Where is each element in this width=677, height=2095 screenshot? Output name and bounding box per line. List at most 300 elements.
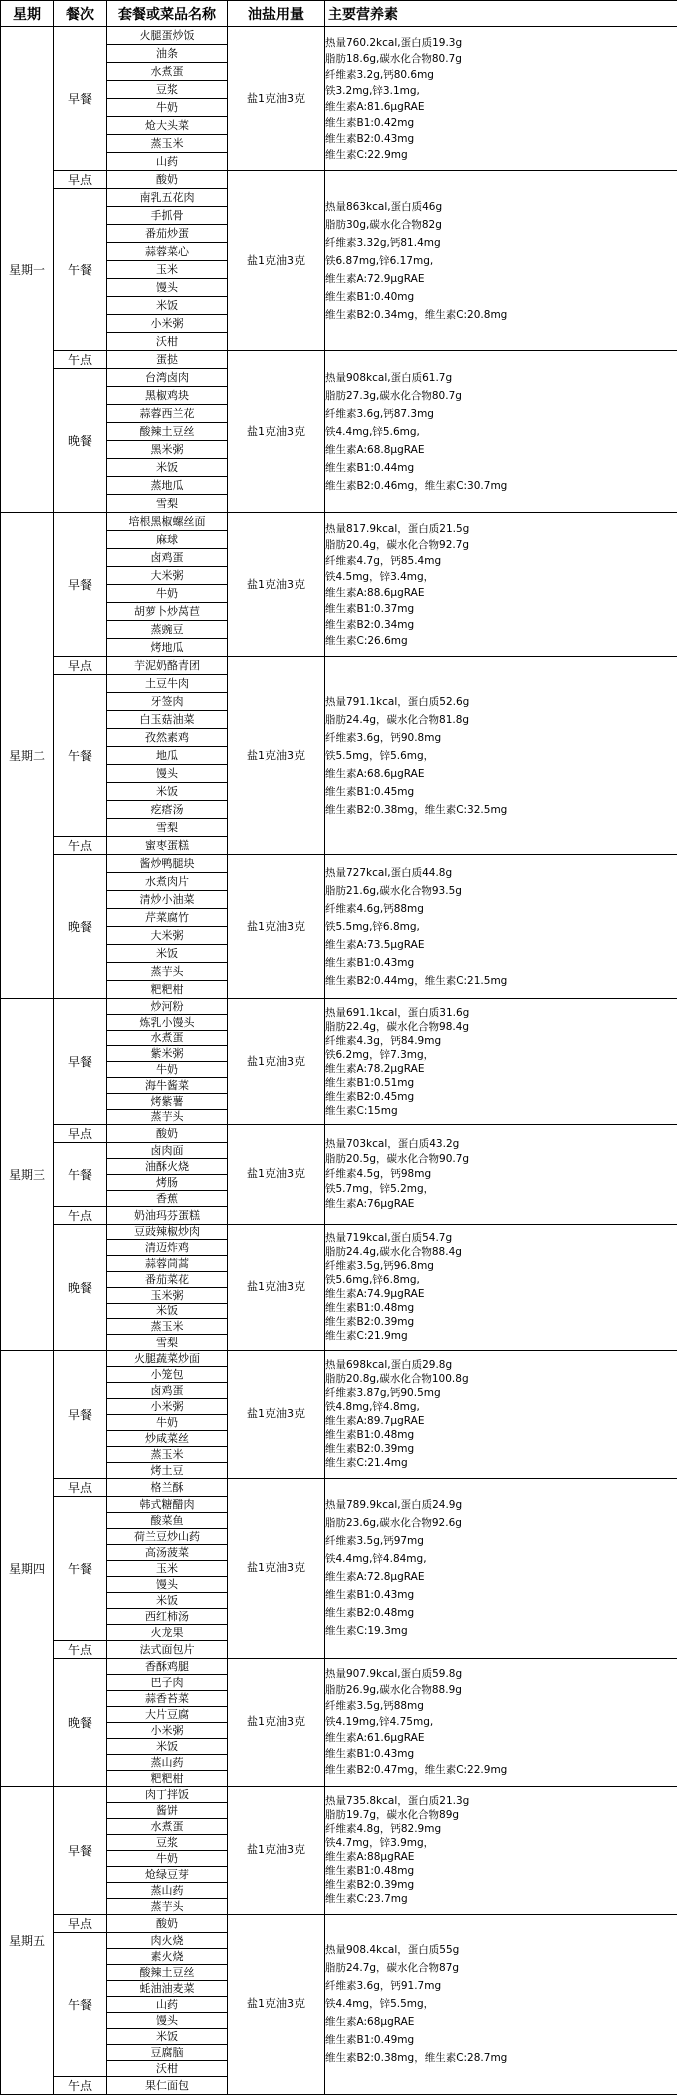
nutrient-line: 脂肪20.4g，碳水化合物92.7g [325, 537, 677, 553]
nutrient-line: 铁6.87mg,锌6.17mg, [325, 252, 677, 270]
meal-cell: 午点 [54, 1640, 107, 1658]
dish-cell: 火腿蔬菜炒面 [107, 1350, 228, 1366]
salt-amount: 盐1克 [247, 92, 276, 105]
oil-amount: 油3克 [276, 749, 305, 762]
dish-cell: 水煮蛋 [107, 1818, 228, 1834]
nutrient-line: 维生素B2:0.46mg，维生素C:30.7mg [325, 477, 677, 495]
meal-cell: 午点 [54, 2076, 107, 2094]
nutrient-line: 维生素C:21.9mg [325, 1329, 677, 1343]
nutrient-cell [325, 855, 677, 999]
nutrient-line: 纤维素3.87g,钙90.5mg [325, 1386, 677, 1400]
dish-cell: 卤鸡蛋 [107, 1382, 228, 1398]
oil-amount: 油3克 [276, 425, 305, 438]
nutrient-line: 铁4.8mg,锌4.8mg, [325, 1400, 677, 1414]
oil-salt-cell [228, 171, 325, 351]
table-row [1, 1914, 677, 1932]
nutrient-line: 铁4.5mg，锌3.4mg， [325, 569, 677, 585]
dish-cell: 法式面包片 [107, 1640, 228, 1658]
nutrient-line: 纤维素4.3g，钙84.9mg [325, 1034, 677, 1048]
nutrient-line: 纤维素3.6g,钙87.3mg [325, 405, 677, 423]
dish-cell: 馒头 [107, 2012, 228, 2028]
nutrient-line: 维生素A:68.6μgRAE [325, 765, 677, 783]
dish-cell: 火龙果 [107, 1624, 228, 1640]
nutrient-line: 铁6.2mg，锌7.3mg， [325, 1048, 677, 1062]
nutrient-line: 脂肪24.4g，碳水化合物81.8g [325, 711, 677, 729]
nutrient-line: 铁5.7mg，锌5.2mg， [325, 1182, 677, 1197]
dish-cell: 海牛酱菜 [107, 1077, 228, 1093]
oil-amount: 油3克 [276, 1715, 305, 1728]
salt-amount: 盐1克 [247, 1407, 276, 1420]
dish-cell: 香蕉 [107, 1190, 228, 1206]
salt-amount: 盐1克 [247, 425, 276, 438]
nutrient-line: 维生素A:88.6μgRAE [325, 585, 677, 601]
oil-amount: 油3克 [276, 254, 305, 267]
dish-cell: 蒸山药 [107, 1882, 228, 1898]
nutrient-line: 维生素B1:0.48mg [325, 1428, 677, 1442]
nutrient-line: 铁4.19mg,锌4.75mg, [325, 1714, 677, 1730]
meal-cell: 晚餐 [54, 1658, 107, 1786]
nutrient-line: 热量719kcal,蛋白质54.7g [325, 1231, 677, 1245]
nutrient-line: 维生素B1:0.45mg [325, 783, 677, 801]
dish-cell: 炝大头菜 [107, 117, 228, 135]
dish-cell: 土豆牛肉 [107, 675, 228, 693]
dish-cell: 米饭 [107, 1592, 228, 1608]
nutrient-line: 纤维素4.7g，钙85.4mg [325, 553, 677, 569]
meal-cell: 午餐 [54, 675, 107, 837]
oil-salt-cell [228, 1350, 325, 1478]
nutrient-line: 热量908kcal,蛋白质61.7g [325, 369, 677, 387]
salt-amount: 盐1克 [247, 1715, 276, 1728]
nutrient-line: 纤维素3.2g,钙80.6mg [325, 67, 677, 83]
dish-cell: 雪梨 [107, 1335, 228, 1351]
table-row [1, 657, 677, 675]
oil-salt-cell [228, 1914, 325, 2094]
nutrient-line: 维生素B2:0.34mg，维生素C:20.8mg [325, 306, 677, 324]
salt-amount: 盐1克 [247, 254, 276, 267]
dish-cell: 酸奶 [107, 171, 228, 189]
dish-cell: 地瓜 [107, 747, 228, 765]
meal-cell: 早点 [54, 1125, 107, 1143]
nutrient-line: 维生素C:21.4mg [325, 1456, 677, 1470]
dish-cell: 水煮肉片 [107, 873, 228, 891]
table-row [1, 351, 677, 369]
nutrient-line: 脂肪22.4g，碳水化合物98.4g [325, 1020, 677, 1034]
dish-cell: 蒜香苔菜 [107, 1690, 228, 1706]
dish-cell: 大米粥 [107, 927, 228, 945]
dish-cell: 大米粥 [107, 567, 228, 585]
oil-salt-cell [228, 1786, 325, 1914]
nutrient-cell [325, 351, 677, 513]
dish-cell: 格兰酥 [107, 1478, 228, 1496]
dish-cell: 小米粥 [107, 1398, 228, 1414]
oil-salt-cell [228, 1478, 325, 1658]
dish-cell: 蒸山药 [107, 1754, 228, 1770]
oil-amount: 油3克 [276, 1280, 305, 1293]
table-row [1, 1478, 677, 1496]
nutrient-line: 维生素B1:0.40mg [325, 288, 677, 306]
meal-cell: 午点 [54, 351, 107, 369]
dish-cell: 沃柑 [107, 2060, 228, 2076]
nutrient-line: 脂肪24.7g，碳水化合物87g [325, 1959, 677, 1977]
meal-cell: 晚餐 [54, 369, 107, 513]
nutrient-cell [325, 657, 677, 855]
nutrient-cell [325, 171, 677, 351]
salt-amount: 盐1克 [247, 1055, 276, 1068]
nutrient-line: 脂肪24.4g,碳水化合物88.4g [325, 1245, 677, 1259]
dish-cell: 米饭 [107, 1303, 228, 1319]
dish-cell: 清炒小油菜 [107, 891, 228, 909]
day-cell: 星期一 [1, 27, 54, 513]
table-row [1, 27, 677, 45]
dish-cell: 豆浆 [107, 81, 228, 99]
nutrient-line: 维生素B2:0.43mg [325, 131, 677, 147]
nutrient-line: 热量760.2kcal,蛋白质19.3g [325, 35, 677, 51]
oil-amount: 油3克 [276, 920, 305, 933]
meal-cell: 午点 [54, 1206, 107, 1224]
header-nutrients: 主要营养素 [325, 1, 677, 27]
nutrient-cell [325, 1914, 677, 2094]
dish-cell: 蚝油油麦菜 [107, 1980, 228, 1996]
dish-cell: 牛奶 [107, 1062, 228, 1078]
meal-cell: 午餐 [54, 189, 107, 351]
oil-amount: 油3克 [276, 1843, 305, 1856]
dish-cell: 小米粥 [107, 1722, 228, 1738]
nutrient-line: 纤维素3.32g,钙81.4mg [325, 234, 677, 252]
dish-cell: 油酥火烧 [107, 1159, 228, 1175]
dish-cell: 牙签肉 [107, 693, 228, 711]
dish-cell: 卤肉面 [107, 1143, 228, 1159]
nutrient-line: 纤维素3.5g,钙97mg [325, 1532, 677, 1550]
oil-salt-cell [228, 1125, 325, 1224]
nutrient-line: 热量817.9kcal，蛋白质21.5g [325, 521, 677, 537]
dish-cell: 孜然素鸡 [107, 729, 228, 747]
day-cell: 星期三 [1, 999, 54, 1351]
meal-cell: 早餐 [54, 1350, 107, 1478]
dish-cell: 番茄菜花 [107, 1271, 228, 1287]
dish-cell: 烤紫薯 [107, 1093, 228, 1109]
oil-salt-cell [228, 351, 325, 513]
dish-cell: 炒咸菜丝 [107, 1430, 228, 1446]
nutrient-line: 脂肪18.6g,碳水化合物80.7g [325, 51, 677, 67]
nutrient-line: 铁5.5mg,锌6.8mg, [325, 918, 677, 936]
header-row [1, 1, 677, 27]
dish-cell: 素火烧 [107, 1948, 228, 1964]
nutrient-line: 纤维素3.5g,钙88mg [325, 1698, 677, 1714]
dish-cell: 果仁面包 [107, 2076, 228, 2094]
meal-cell: 午餐 [54, 1932, 107, 2076]
nutrient-line: 维生素A:88μgRAE [325, 1850, 677, 1864]
oil-salt-cell [228, 513, 325, 657]
nutrient-line: 维生素B2:0.34mg [325, 617, 677, 633]
dish-cell: 蒸芋头 [107, 1898, 228, 1914]
nutrient-line: 脂肪20.5g，碳水化合物90.7g [325, 1152, 677, 1167]
dish-cell: 沃柑 [107, 333, 228, 351]
dish-cell: 酸辣土豆丝 [107, 423, 228, 441]
day-cell: 星期四 [1, 1350, 54, 1786]
meal-cell: 午餐 [54, 1496, 107, 1640]
nutrient-line: 维生素A:68.8μgRAE [325, 441, 677, 459]
salt-amount: 盐1克 [247, 1167, 276, 1180]
dish-cell: 卤鸡蛋 [107, 549, 228, 567]
dish-cell: 山药 [107, 153, 228, 171]
meal-cell: 晚餐 [54, 1224, 107, 1350]
nutrient-line: 维生素A:72.8μgRAE [325, 1568, 677, 1586]
nutrient-cell [325, 513, 677, 657]
table-row [1, 999, 677, 1015]
dish-cell: 疙瘩汤 [107, 801, 228, 819]
menu-body [1, 27, 677, 2095]
header-dish: 套餐或菜品名称 [107, 1, 228, 27]
dish-cell: 豆浆 [107, 1834, 228, 1850]
nutrient-line: 维生素B2:0.45mg [325, 1090, 677, 1104]
dish-cell: 蒜蓉西兰花 [107, 405, 228, 423]
dish-cell: 蒸玉米 [107, 135, 228, 153]
dish-cell: 烤肠 [107, 1174, 228, 1190]
nutrient-cell [325, 27, 677, 171]
dish-cell: 紫米粥 [107, 1046, 228, 1062]
nutrient-line: 脂肪19.7g，碳水化合物89g [325, 1808, 677, 1822]
nutrient-line: 维生素C:15mg [325, 1104, 677, 1118]
meal-cell: 早点 [54, 657, 107, 675]
dish-cell: 馒头 [107, 279, 228, 297]
meal-cell: 晚餐 [54, 855, 107, 999]
dish-cell: 米饭 [107, 297, 228, 315]
dish-cell: 雪梨 [107, 495, 228, 513]
nutrient-line: 热量907.9kcal,蛋白质59.8g [325, 1666, 677, 1682]
oil-amount: 油3克 [276, 1167, 305, 1180]
header-oil-salt: 油盐用量 [228, 1, 325, 27]
salt-amount: 盐1克 [247, 749, 276, 762]
nutrient-line: 纤维素4.6g,钙88mg [325, 900, 677, 918]
dish-cell: 油条 [107, 45, 228, 63]
dish-cell: 炝绿豆芽 [107, 1866, 228, 1882]
dish-cell: 酸菜鱼 [107, 1512, 228, 1528]
dish-cell: 炒河粉 [107, 999, 228, 1015]
dish-cell: 米饭 [107, 945, 228, 963]
nutrient-line: 维生素A:61.6μgRAE [325, 1730, 677, 1746]
dish-cell: 牛奶 [107, 1414, 228, 1430]
meal-cell: 早餐 [54, 999, 107, 1125]
dish-cell: 香酥鸡腿 [107, 1658, 228, 1674]
dish-cell: 酸辣土豆丝 [107, 1964, 228, 1980]
salt-amount: 盐1克 [247, 1280, 276, 1293]
meal-cell: 早点 [54, 1478, 107, 1496]
nutrient-line: 维生素A:74.9μgRAE [325, 1287, 677, 1301]
table-row [1, 171, 677, 189]
meal-cell: 早餐 [54, 513, 107, 657]
dish-cell: 大片豆腐 [107, 1706, 228, 1722]
meal-cell: 早餐 [54, 1786, 107, 1914]
dish-cell: 雪梨 [107, 819, 228, 837]
dish-cell: 黑米粥 [107, 441, 228, 459]
nutrient-cell [325, 1350, 677, 1478]
dish-cell: 酱饼 [107, 1802, 228, 1818]
dish-cell: 白玉菇油菜 [107, 711, 228, 729]
dish-cell: 黑椒鸡块 [107, 387, 228, 405]
dish-cell: 蛋挞 [107, 351, 228, 369]
nutrient-line: 维生素A:72.9μgRAE [325, 270, 677, 288]
dish-cell: 酸奶 [107, 1914, 228, 1932]
nutrient-line: 维生素B2:0.48mg [325, 1604, 677, 1622]
dish-cell: 蒸玉米 [107, 1446, 228, 1462]
nutrient-line: 维生素B2:0.44mg，维生素C:21.5mg [325, 972, 677, 990]
nutrient-line: 脂肪23.6g,碳水化合物92.6g [325, 1514, 677, 1532]
dish-cell: 水煮蛋 [107, 1030, 228, 1046]
day-cell: 星期二 [1, 513, 54, 999]
nutrient-line: 热量727kcal,蛋白质44.8g [325, 864, 677, 882]
dish-cell: 手抓骨 [107, 207, 228, 225]
dish-cell: 牛奶 [107, 585, 228, 603]
nutrient-line: 热量703kcal，蛋白质43.2g [325, 1137, 677, 1152]
dish-cell: 玉米粥 [107, 1287, 228, 1303]
dish-cell: 粑粑柑 [107, 981, 228, 999]
dish-cell: 清迈炸鸡 [107, 1240, 228, 1256]
oil-amount: 油3克 [276, 1561, 305, 1574]
nutrient-line: 铁4.7mg，锌3.9mg， [325, 1836, 677, 1850]
dish-cell: 牛奶 [107, 1850, 228, 1866]
dish-cell: 蒸芋头 [107, 963, 228, 981]
nutrient-line: 维生素B1:0.48mg [325, 1864, 677, 1878]
salt-amount: 盐1克 [247, 1843, 276, 1856]
nutrient-line: 热量789.9kcal,蛋白质24.9g [325, 1496, 677, 1514]
nutrient-line: 维生素A:68μgRAE [325, 2013, 677, 2031]
oil-amount: 油3克 [276, 92, 305, 105]
oil-amount: 油3克 [276, 1055, 305, 1068]
nutrient-cell [325, 1786, 677, 1914]
nutrient-line: 维生素B1:0.44mg [325, 459, 677, 477]
oil-salt-cell [228, 1658, 325, 1786]
dish-cell: 胡萝卜炒莴苣 [107, 603, 228, 621]
dish-cell: 台湾卤肉 [107, 369, 228, 387]
meal-cell: 早点 [54, 1914, 107, 1932]
nutrient-line: 脂肪20.8g,碳水化合物100.8g [325, 1372, 677, 1386]
dish-cell: 肉火烧 [107, 1932, 228, 1948]
salt-amount: 盐1克 [247, 1561, 276, 1574]
nutrient-cell [325, 1125, 677, 1224]
dish-cell: 南乳五花肉 [107, 189, 228, 207]
nutrient-line: 维生素B2:0.38mg，维生素C:28.7mg [325, 2049, 677, 2067]
oil-amount: 油3克 [276, 1997, 305, 2010]
oil-amount: 油3克 [276, 1407, 305, 1420]
dish-cell: 馒头 [107, 1576, 228, 1592]
dish-cell: 豆腐脑 [107, 2044, 228, 2060]
nutrient-line: 维生素B1:0.51mg [325, 1076, 677, 1090]
nutrient-cell [325, 1224, 677, 1350]
nutrient-line: 热量908.4kcal，蛋白质55g [325, 1941, 677, 1959]
dish-cell: 麻球 [107, 531, 228, 549]
dish-cell: 米饭 [107, 2028, 228, 2044]
dish-cell: 西红柿汤 [107, 1608, 228, 1624]
nutrient-cell [325, 1658, 677, 1786]
meal-cell: 午点 [54, 837, 107, 855]
dish-cell: 水煮蛋 [107, 63, 228, 81]
nutrient-line: 铁4.4mg,锌4.84mg, [325, 1550, 677, 1568]
nutrient-line: 维生素C:22.9mg [325, 147, 677, 163]
nutrient-line: 脂肪26.9g,碳水化合物88.9g [325, 1682, 677, 1698]
nutrient-line: 维生素C:26.6mg [325, 633, 677, 649]
nutrient-line: 维生素B1:0.48mg [325, 1301, 677, 1315]
meal-cell: 午餐 [54, 1143, 107, 1206]
nutrient-line: 热量863kcal,蛋白质46g [325, 198, 677, 216]
salt-amount: 盐1克 [247, 1997, 276, 2010]
nutrient-line: 维生素A:81.6μgRAE [325, 99, 677, 115]
dish-cell: 高汤菠菜 [107, 1544, 228, 1560]
nutrient-line: 热量735.8kcal，蛋白质21.3g [325, 1794, 677, 1808]
dish-cell: 火腿蛋炒饭 [107, 27, 228, 45]
nutrient-line: 热量791.1kcal，蛋白质52.6g [325, 693, 677, 711]
dish-cell: 米饭 [107, 783, 228, 801]
dish-cell: 培根黑椒螺丝面 [107, 513, 228, 531]
table-row [1, 1224, 677, 1240]
dish-cell: 烤地瓜 [107, 639, 228, 657]
oil-salt-cell [228, 999, 325, 1125]
nutrient-line: 维生素B2:0.47mg，维生素C:22.9mg [325, 1762, 677, 1778]
nutrient-line: 维生素B2:0.38mg，维生素C:32.5mg [325, 801, 677, 819]
nutrient-line: 热量698kcal,蛋白质29.8g [325, 1358, 677, 1372]
oil-salt-cell [228, 855, 325, 999]
nutrient-line: 维生素B1:0.43mg [325, 1586, 677, 1604]
salt-amount: 盐1克 [247, 920, 276, 933]
dish-cell: 蒸地瓜 [107, 477, 228, 495]
dish-cell: 蒜蓉茼蒿 [107, 1256, 228, 1272]
dish-cell: 米饭 [107, 459, 228, 477]
dish-cell: 豆豉辣椒炒肉 [107, 1224, 228, 1240]
oil-amount: 油3克 [276, 578, 305, 591]
dish-cell: 玉米 [107, 261, 228, 279]
dish-cell: 蜜枣蛋糕 [107, 837, 228, 855]
table-row [1, 855, 677, 873]
table-row [1, 1786, 677, 1802]
dish-cell: 米饭 [107, 1738, 228, 1754]
nutrient-line: 维生素B1:0.42mg [325, 115, 677, 131]
dish-cell: 蒸芋头 [107, 1109, 228, 1125]
dish-cell: 蒜蓉菜心 [107, 243, 228, 261]
nutrient-line: 维生素B2:0.39mg [325, 1878, 677, 1892]
dish-cell: 小米粥 [107, 315, 228, 333]
nutrient-line: 热量691.1kcal，蛋白质31.6g [325, 1006, 677, 1020]
nutrient-line: 维生素B2:0.39mg [325, 1315, 677, 1329]
table-row [1, 1125, 677, 1143]
table-row [1, 513, 677, 531]
dish-cell: 番茄炒蛋 [107, 225, 228, 243]
dish-cell: 肉丁拌饭 [107, 1786, 228, 1802]
nutrient-line: 脂肪30g,碳水化合物82g [325, 216, 677, 234]
nutrient-line: 维生素C:19.3mg [325, 1622, 677, 1640]
nutrient-line: 脂肪27.3g,碳水化合物80.7g [325, 387, 677, 405]
oil-salt-cell [228, 657, 325, 855]
header-meal: 餐次 [54, 1, 107, 27]
dish-cell: 玉米 [107, 1560, 228, 1576]
dish-cell: 小笼包 [107, 1366, 228, 1382]
dish-cell: 蒸玉米 [107, 1319, 228, 1335]
table-row [1, 1350, 677, 1366]
dish-cell: 牛奶 [107, 99, 228, 117]
dish-cell: 韩式糖醋肉 [107, 1496, 228, 1512]
nutrient-line: 纤维素3.6g，钙90.8mg [325, 729, 677, 747]
nutrient-line: 维生素C:23.7mg [325, 1892, 677, 1906]
nutrient-line: 铁4.4mg，锌5.5mg， [325, 1995, 677, 2013]
nutrient-line: 铁3.2mg,锌3.1mg, [325, 83, 677, 99]
nutrient-cell [325, 999, 677, 1125]
dish-cell: 芋泥奶酪青团 [107, 657, 228, 675]
table-row [1, 1658, 677, 1674]
dish-cell: 荷兰豆炒山药 [107, 1528, 228, 1544]
nutrient-line: 脂肪21.6g,碳水化合物93.5g [325, 882, 677, 900]
dish-cell: 酸奶 [107, 1125, 228, 1143]
dish-cell: 酱炒鸭腿块 [107, 855, 228, 873]
meal-cell: 早餐 [54, 27, 107, 171]
nutrient-line: 纤维素3.6g，钙91.7mg [325, 1977, 677, 1995]
